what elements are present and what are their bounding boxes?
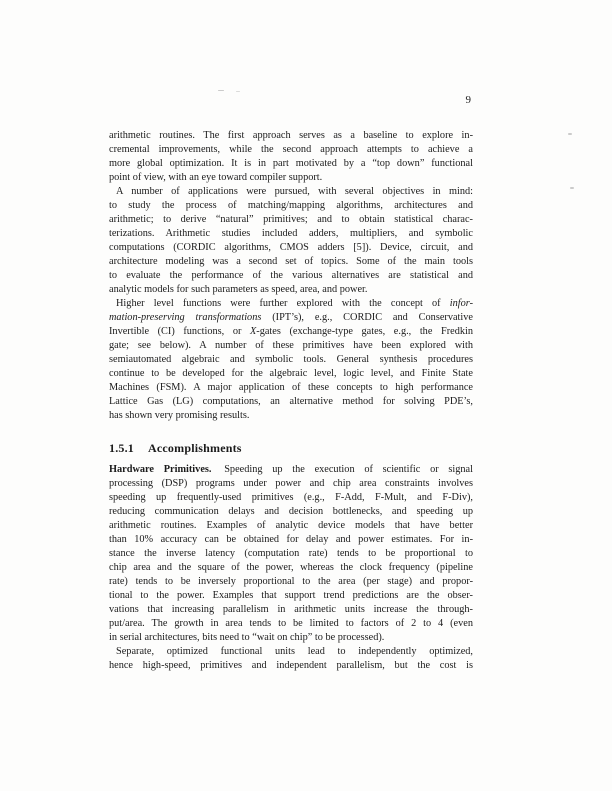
text-line xyxy=(109,505,473,519)
text-run: rate) tends to be inversely proportional to the area (per stage) and propor- xyxy=(109,576,473,587)
text-line xyxy=(109,463,473,477)
text-line xyxy=(109,157,473,171)
text-run: than 10% accuracy can be obtained for delay and power estimates. For in- xyxy=(109,534,473,545)
text-line xyxy=(109,297,473,311)
text-run: stance the inverse latency (computation rate) tends to be proportional to xyxy=(109,548,473,559)
text-run: tional to the power. Examples that support trend predictions are the obser- xyxy=(109,590,473,601)
text-run: architecture modeling was a second set of topics. Some of the main tools xyxy=(109,256,473,267)
text-run: point of view, with an eye toward compiler support. xyxy=(109,172,323,183)
italic-run: X xyxy=(249,326,257,337)
text-line xyxy=(109,353,473,367)
text-line xyxy=(109,185,473,199)
text-run: Speeding up the execution of scientific or signal xyxy=(214,464,473,475)
text-line xyxy=(109,659,473,673)
italic-run: mation-preserving transformations xyxy=(109,312,262,323)
text-run: hence high-speed, primitives and independent parallelism, but the cost is xyxy=(109,660,473,671)
text-line xyxy=(109,589,473,603)
text-run: speeding up frequently-used primitives (e.g., F-Add, F-Mult, and F-Div), xyxy=(109,492,473,503)
text-line xyxy=(109,575,473,589)
scan-artifact xyxy=(568,133,572,135)
section-title: Accomplishments xyxy=(148,441,242,455)
scan-artifact xyxy=(570,187,574,189)
text-run: computations (CORDIC algorithms, CMOS adders [5]). Device, circuit, and xyxy=(109,242,473,253)
text-line xyxy=(109,533,473,547)
text-line xyxy=(109,213,473,227)
text-run: analytic models for such parameters as speed, area, and power. xyxy=(109,284,368,295)
text-line xyxy=(109,339,473,353)
text-line xyxy=(109,269,473,283)
text-run: vations that increasing parallelism in arithmetic units increase the through- xyxy=(109,604,473,615)
text-line xyxy=(109,603,473,617)
text-line xyxy=(109,477,473,491)
text-run: has shown very promising results. xyxy=(109,410,250,421)
text-line xyxy=(109,631,473,645)
paragraph xyxy=(109,297,473,423)
text-run: -gates (exchange-type gates, e.g., the Fredkin xyxy=(256,326,474,337)
text-run: in serial architectures, bits need to “wait on chip” to be processed). xyxy=(109,632,385,643)
text-line xyxy=(109,171,473,185)
paragraph xyxy=(109,185,473,297)
text-run: arithmetic; to derive “natural” primitives; and to obtain statistical charac- xyxy=(109,214,473,225)
text-run: to study the process of matching/mapping algorithms, architectures and xyxy=(109,200,473,211)
text-run: to evaluate the performance of the various alternatives are statistical and xyxy=(109,270,473,281)
text-run: reducing communication delays and decision bottlenecks, and speeding up xyxy=(109,506,473,517)
text-line xyxy=(109,129,473,143)
text-line xyxy=(109,617,473,631)
text-run: cremental improvements, while the second approach attempts to achieve a xyxy=(109,144,473,155)
page-number: 9 xyxy=(465,94,471,106)
text-run: arithmetic routines. The first approach serves as a baseline to explore in- xyxy=(109,130,473,141)
text-line xyxy=(109,645,473,659)
text-line xyxy=(109,283,473,297)
text-line xyxy=(109,409,473,423)
text-run: chip area and the square of the power, whereas the clock frequency (pipeline xyxy=(109,562,473,573)
text-run: A number of applications were pursued, with several objectives in mind: xyxy=(116,186,473,197)
text-line xyxy=(109,325,473,339)
section-heading xyxy=(109,441,473,456)
section-number: 1.5.1 xyxy=(109,441,134,455)
text-line xyxy=(109,367,473,381)
text-column xyxy=(109,129,473,673)
text-line xyxy=(109,395,473,409)
text-run: (IPT’s), e.g., CORDIC and Conservative xyxy=(261,312,473,323)
text-run: terizations. Arithmetic studies included adders, multipliers, and symbolic xyxy=(109,228,473,239)
text-run: Separate, optimized functional units lead to independently optimized, xyxy=(116,646,473,657)
text-run: continue to be developed for the algebraic level, logic level, and Finite State xyxy=(109,368,473,379)
text-line xyxy=(109,381,473,395)
paragraph xyxy=(109,463,473,645)
text-line xyxy=(109,547,473,561)
bold-run: Hardware Primitives. xyxy=(109,464,212,475)
text-line xyxy=(109,199,473,213)
text-run: gate; see below). A number of these primitives have been explored with xyxy=(109,340,473,351)
text-line xyxy=(109,143,473,157)
text-line xyxy=(109,255,473,269)
text-run: semiautomated algebraic and symbolic tools. General synthesis procedures xyxy=(109,354,473,365)
text-line xyxy=(109,227,473,241)
paragraph xyxy=(109,129,473,185)
text-run: processing (DSP) programs under power and chip area constraints involves xyxy=(109,478,473,489)
text-run: put/area. The growth in area tends to be limited to factors of 2 to 4 (even xyxy=(109,618,473,629)
scan-artifact xyxy=(236,91,240,92)
text-run: Higher level functions were further explored with the concept of xyxy=(116,298,450,309)
text-line xyxy=(109,491,473,505)
text-run: Invertible (CI) functions, or xyxy=(109,326,250,337)
scan-artifact xyxy=(218,90,224,91)
text-line xyxy=(109,519,473,533)
text-run: Lattice Gas (LG) computations, an alternative method for solving PDE’s, xyxy=(109,396,473,407)
paragraph xyxy=(109,645,473,673)
text-run: more global optimization. It is in part motivated by a “top down” functional xyxy=(109,158,473,169)
text-line xyxy=(109,311,473,325)
text-run: Machines (FSM). A major application of these concepts to high performance xyxy=(109,382,473,393)
text-line xyxy=(109,561,473,575)
text-line xyxy=(109,241,473,255)
italic-run: infor- xyxy=(449,298,473,309)
text-run: arithmetic routines. Examples of analytic device models that have better xyxy=(109,520,473,531)
